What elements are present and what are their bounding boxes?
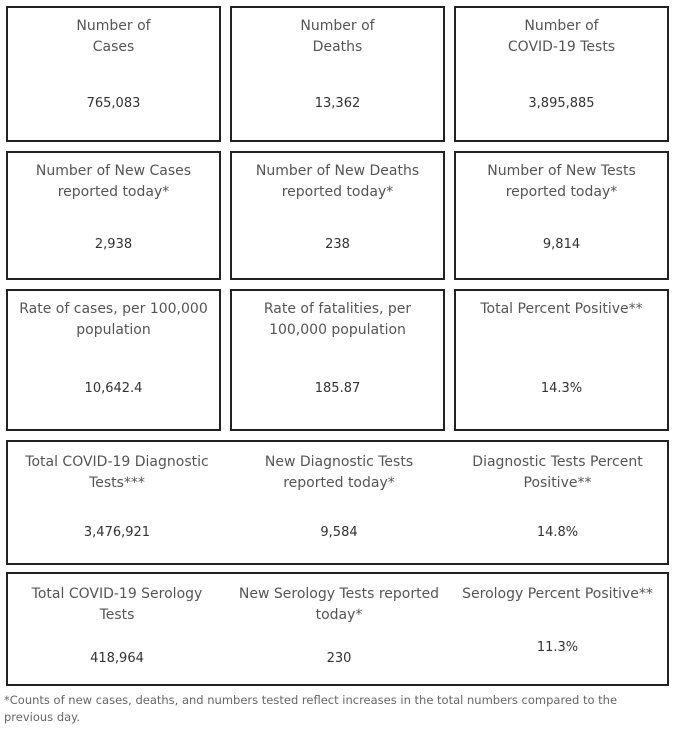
card-label: Number of New Tests reported today* bbox=[487, 163, 636, 200]
card-label: Number of COVID-19 Tests bbox=[507, 18, 616, 55]
card-label: Number of New Cases reported today* bbox=[35, 163, 192, 200]
card-label: Number of Deaths bbox=[300, 18, 375, 55]
card-value: 9,584 bbox=[320, 525, 358, 540]
card-label: New Serology Tests reported today* bbox=[238, 586, 440, 623]
card-value: 14.8% bbox=[536, 525, 579, 540]
serology-new-cell bbox=[230, 574, 448, 684]
card-value: 238 bbox=[325, 237, 350, 252]
serology-tests-panel bbox=[6, 572, 669, 686]
card-number-of-cases bbox=[6, 6, 221, 142]
card-value: 418,964 bbox=[90, 651, 144, 666]
card-value: 13,362 bbox=[314, 96, 361, 111]
card-total-percent-positive bbox=[454, 289, 669, 431]
serology-total-cell bbox=[8, 574, 226, 684]
card-label: Rate of fatalities, per 100,000 population bbox=[263, 301, 412, 338]
card-value: 185.87 bbox=[314, 381, 361, 396]
card-rate-of-fatalities bbox=[230, 289, 445, 431]
card-rate-of-cases bbox=[6, 289, 221, 431]
card-label: Total COVID-19 Diagnostic Tests*** bbox=[25, 454, 209, 491]
card-value: 765,083 bbox=[86, 96, 141, 111]
diagnostic-percent-cell bbox=[448, 442, 667, 563]
card-value: 3,476,921 bbox=[83, 525, 151, 540]
card-value: 2,938 bbox=[94, 237, 133, 252]
card-label: Number of New Deaths reported today* bbox=[255, 163, 420, 200]
footnote: *Counts of new cases, deaths, and numbers tested reflect increases in the total numbers compared to the previous day. bbox=[4, 693, 618, 724]
card-label: Serology Percent Positive** bbox=[462, 586, 653, 602]
card-value: 230 bbox=[326, 651, 352, 666]
card-new-tests bbox=[454, 151, 669, 280]
card-label: Number of Cases bbox=[76, 18, 151, 55]
card-label: Total Percent Positive** bbox=[480, 301, 643, 317]
diagnostic-tests-panel bbox=[6, 440, 669, 565]
card-value: 14.3% bbox=[540, 381, 583, 396]
card-number-of-tests bbox=[454, 6, 669, 142]
card-new-deaths bbox=[230, 151, 445, 280]
card-value: 10,642.4 bbox=[84, 381, 143, 396]
card-value: 9,814 bbox=[542, 237, 581, 252]
card-label: Total COVID-19 Serology Tests bbox=[31, 586, 203, 623]
serology-percent-cell bbox=[448, 574, 667, 684]
card-label: Diagnostic Tests Percent Positive** bbox=[472, 454, 643, 491]
card-label: New Diagnostic Tests reported today* bbox=[264, 454, 414, 491]
card-value: 3,895,885 bbox=[528, 96, 595, 111]
card-number-of-deaths bbox=[230, 6, 445, 142]
card-new-cases bbox=[6, 151, 221, 280]
card-value: 11.3% bbox=[536, 640, 579, 655]
card-label: Rate of cases, per 100,000 population bbox=[19, 301, 208, 338]
diagnostic-new-cell bbox=[230, 442, 448, 563]
diagnostic-total-cell bbox=[8, 442, 226, 563]
